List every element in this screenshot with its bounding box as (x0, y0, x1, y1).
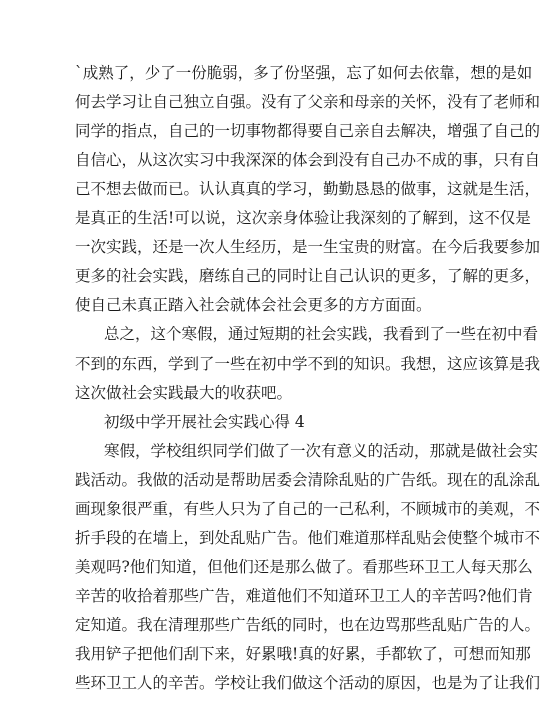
text-line: `成熟了，少了一份脆弱，多了份坚强，忘了如何去依靠，想的是如 (75, 64, 533, 82)
text-line: 寒假，学校组织同学们做了一次有意义的活动，那就是做社会实 (104, 441, 539, 460)
text-line: 己不想去做而已。认认真真的学习，勤勤恳恳的做事，这就是生活， (75, 180, 540, 199)
text-line: 这次做社会实践最大的收获吧。 (75, 383, 293, 402)
text-line: 折手段的在墙上，到处乱贴广告。他们难道那样乱贴会使整个城市不 (75, 528, 540, 547)
text-line: 总之，这个寒假，通过短期的社会实践，我看到了一些在初中看 (104, 325, 539, 344)
text-line: 自信心，从这次实习中我深深的体会到没有自己办不成的事，只有自 (75, 151, 540, 170)
text-line: 是真正的生活!可以说，这次亲身体验让我深刻的了解到，这不仅是 (75, 209, 531, 228)
text-line: 同学的指点，自己的一切事物都得要自己亲自去解决，增强了自己的 (75, 122, 540, 141)
text-line: 更多的社会实践，磨练自己的同时让自己认识的更多，了解的更多， (75, 267, 540, 286)
text-line: 何去学习让自己独立自强。没有了父亲和母亲的关怀，没有了老师和 (75, 93, 540, 112)
text-line: 美观吗?他们知道，但他们还是那么做了。看那些环卫工人每天那么 (75, 557, 533, 576)
text-line: 我用铲子把他们刮下来，好累哦!真的好累，手都软了，可想而知那 (75, 645, 531, 663)
text-line: 辛苦的收拾着那些广告，难道他们不知道环卫工人的辛苦吗?他们肯 (75, 586, 533, 605)
text-line: 不到的东西，学到了一些在初中学不到的知识。我想，这应该算是我 (75, 354, 540, 373)
section-heading: 初级中学开展社会实践心得 4 (104, 412, 305, 431)
text-line: 画现象很严重，有些人只为了自己的一己私利，不顾城市的美观，不 (75, 499, 540, 518)
text-line: 一次实践，还是一次人生经历，是一生宝贵的财富。在今后我要参加 (75, 238, 540, 257)
text-line: 些环卫工人的辛苦。学校让我们做这个活动的原因，也是为了让我们 (75, 674, 540, 693)
text-line: 使自己未真正踏入社会就体会社会更多的方方面面。 (75, 296, 432, 315)
text-line: 践活动。我做的活动是帮助居委会清除乱贴的广告纸。现在的乱涂乱 (75, 470, 540, 489)
text-line: 定知道。我在清理那些广告纸的同时，也在边骂那些乱贴广告的人。 (75, 615, 540, 634)
